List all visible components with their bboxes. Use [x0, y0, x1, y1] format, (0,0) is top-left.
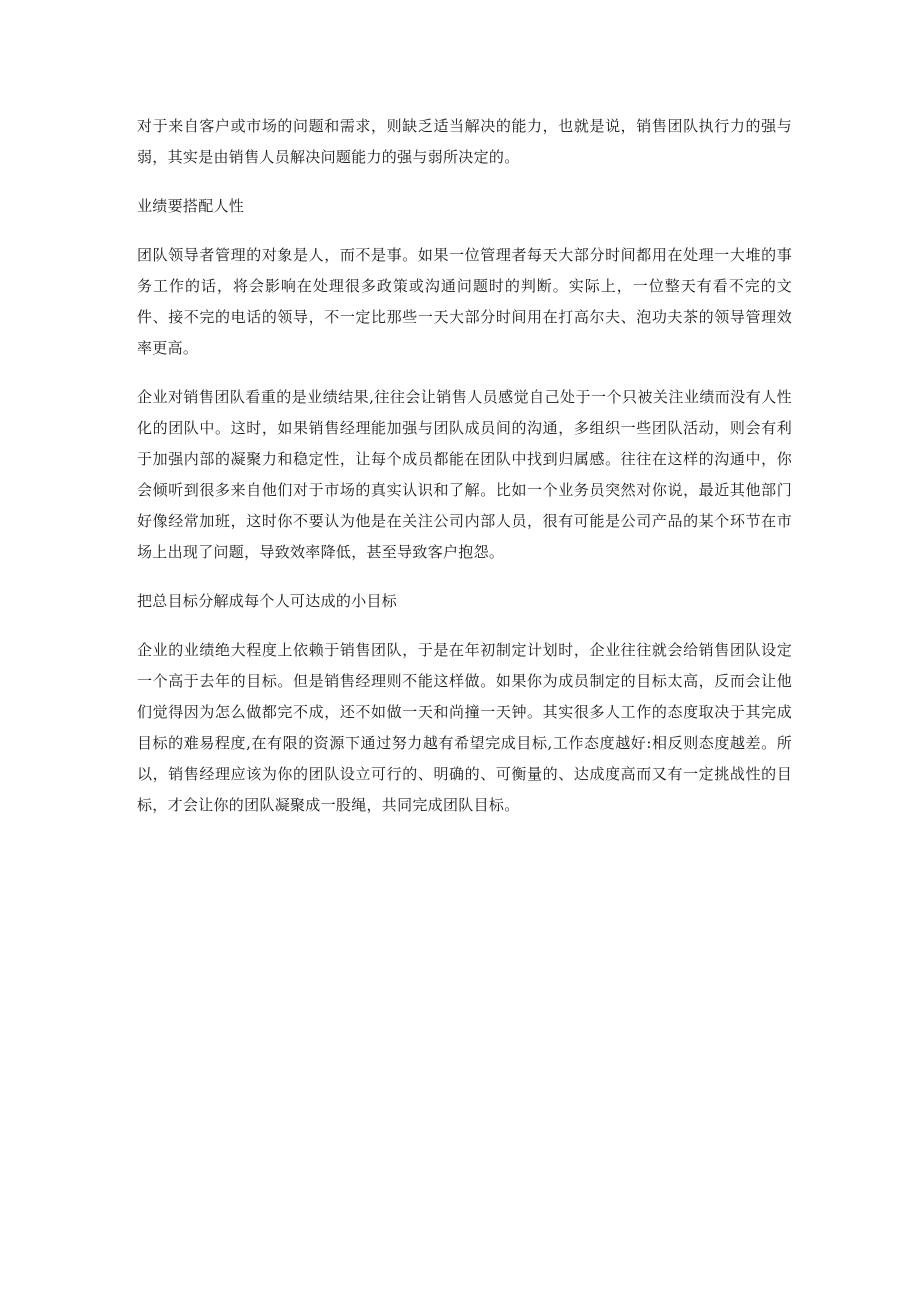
paragraph-gap: [137, 173, 792, 191]
paragraph-gap: [137, 568, 792, 586]
paragraph-management: 团队领导者管理的对象是人，而不是事。如果一位管理者每天大部分时间都用在处理一大堆的事务工作的话，将会影响在处理很多政策或沟通问题时的判断。实际上，一位整天有看不完的文件、接不完的电话的领导，不一定比那些一天大部分时间用在打高尔夫、泡功夫茶的领导管理效率更高。: [137, 246, 792, 357]
paragraph-goal-setting: 企业的业绩绝大程度上依赖于销售团队，于是在年初制定计划时，企业往往就会给销售团队设定一个高于去年的目标。但是销售经理则不能这样做。如果你为成员制定的目标太高，反而会让他们觉得因为怎么做都完不成，还不如做一天和尚撞一天钟。其实很多人工作的态度取决于其完成目标的难易程度,在有限的资源下通过努力越有希望完成目标,工作态度越好:相反则态度越差。所以，销售经理应该为你的团队设立可行的、明确的、可衡量的、达成度高而又有一定挑战性的目标，才会让你的团队凝聚成一股绳，共同完成团队目标。: [137, 641, 792, 814]
section-heading-goals: 把总目标分解成每个人可达成的小目标: [137, 592, 398, 610]
paragraph-gap: [137, 617, 792, 635]
section-heading-performance: 业绩要搭配人性: [137, 197, 245, 215]
paragraph-gap: [137, 222, 792, 240]
paragraph-execution: 对于来自客户或市场的问题和需求，则缺乏适当解决的能力，也就是说，销售团队执行力的强与弱，其实是由销售人员解决问题能力的强与弱所决定的。: [137, 117, 792, 166]
document-body: [137, 111, 792, 821]
paragraph-gap: [137, 364, 792, 382]
paragraph-communication: 企业对销售团队看重的是业绩结果,往往会让销售人员感觉自己处于一个只被关注业绩而没有人性化的团队中。这时，如果销售经理能加强与团队成员间的沟通，多组织一些团队活动，则会有利于加强内部的凝聚力和稳定性，让每个成员都能在团队中找到归属感。往往在这样的沟通中，你会倾听到很多来自他们对于市场的真实认识和了解。比如一个业务员突然对你说，最近其他部门好像经常加班，这时你不要认为他是在关注公司内部人员，很有可能是公司产品的某个环节在市场上出现了问题，导致效率降低，甚至导致客户抱怨。: [137, 388, 792, 561]
